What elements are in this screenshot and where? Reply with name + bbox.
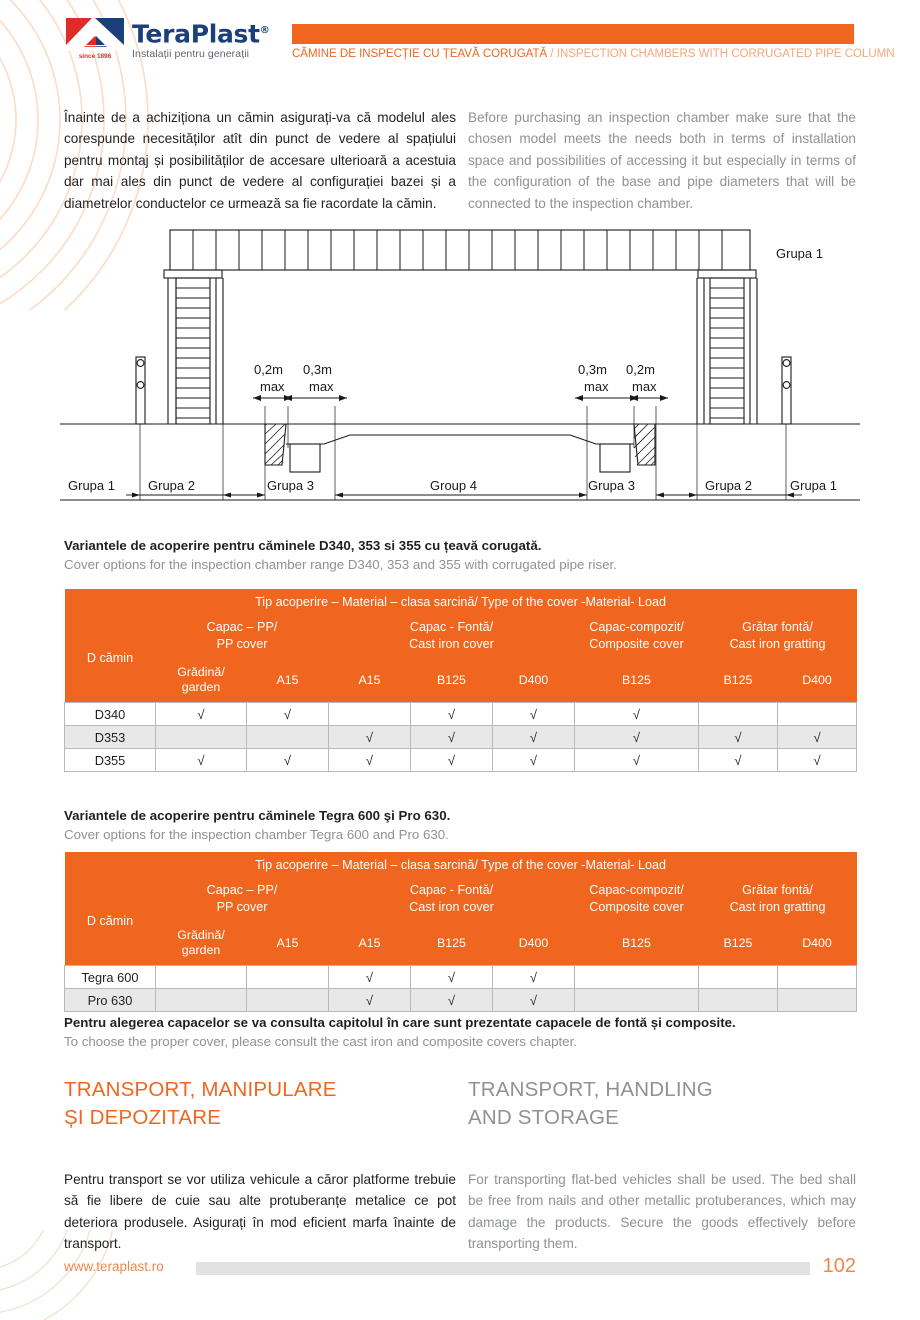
table2-cell xyxy=(411,989,493,1012)
check-icon: √ xyxy=(734,752,742,768)
table1-caption-ro: Variantele de acoperire pentru căminele D340, 353 si 355 cu țeavă corugată. xyxy=(64,538,542,553)
section-heading-en-line1: TRANSPORT, HANDLING xyxy=(468,1078,713,1101)
check-icon: √ xyxy=(813,752,821,768)
table1-header-top xyxy=(65,589,857,614)
table2-cell xyxy=(329,989,411,1012)
diagram-label-grupa1-right: Grupa 1 xyxy=(776,246,823,261)
check-icon: √ xyxy=(632,706,641,722)
table2-cell xyxy=(493,966,575,989)
table2-subheader-5: B125 xyxy=(575,922,699,966)
table1-row-header-label: D cămin xyxy=(65,614,156,703)
table1-caption xyxy=(64,536,864,574)
check-icon: √ xyxy=(632,729,641,745)
table2-subheader-0 xyxy=(156,922,247,966)
diagram-dim-left-1-sub: max xyxy=(260,379,285,394)
section-subtitle-sep: / xyxy=(547,48,557,60)
table2-header-top xyxy=(65,852,857,877)
check-icon: √ xyxy=(447,729,456,745)
table1-subheader-5: B125 xyxy=(575,659,699,703)
table2-top-header: Tip acoperire – Material – clasa sarcină/ Type of the cover -Material- Load xyxy=(65,852,857,877)
table1-group-cast-iron-cover xyxy=(329,614,575,659)
table1-group-pp-cover-ro: Capac – PP/ xyxy=(206,620,278,634)
table2-table-row xyxy=(65,989,857,1012)
diagram-zone-label-6: Grupa 2 xyxy=(705,478,752,493)
table1-subheader-0 xyxy=(156,659,247,703)
check-icon: √ xyxy=(632,752,641,768)
check-icon: √ xyxy=(529,969,538,985)
cover-options-table-tegra xyxy=(64,852,857,1012)
transport-paragraph-en: For transporting flat-bed vehicles shall be used. The bed shall be free from nails and other metallic protuberances, which may damage the products. Secure the goods effectively before transporting them. xyxy=(468,1171,856,1252)
intro-paragraph-en: Before purchasing an inspection chamber make sure that the chosen model meets the needs both in terms of installation space and possibilities of accessing it but especially in terms of the configuration of the base and pipe diameters that will be connected to the inspection chamber. xyxy=(468,109,856,211)
table1-body xyxy=(65,703,857,772)
section-heading-en xyxy=(468,1076,858,1132)
table1-cell xyxy=(411,703,493,726)
diagram-dim-right-1: 0,3m xyxy=(578,362,607,377)
teraplast-logo xyxy=(66,18,270,62)
cover-selection-note xyxy=(64,1013,864,1051)
table2-cell xyxy=(699,989,778,1012)
check-icon: √ xyxy=(734,729,742,745)
table2-subheader-7: D400 xyxy=(778,922,857,966)
table2-group-cast-iron-gratting-ro: Grătar fontă/ xyxy=(742,883,813,897)
table1-subheader-1: A15 xyxy=(247,659,329,703)
logo-wordmark xyxy=(132,18,269,60)
section-banner-title: INFRASTRUCTURĂ - UTILITĂȚI / INFRASTRUCTURE - UTILITIES xyxy=(521,2,912,16)
table2-group-composite-cover-en: Composite cover xyxy=(589,900,684,914)
table1-row-label: D340 xyxy=(65,703,156,726)
diagram-dim-right-2-sub: max xyxy=(632,379,657,394)
table1-group-composite-cover-en: Composite cover xyxy=(589,637,684,651)
table1-subheader-0-l1: Grădină/ xyxy=(177,665,225,679)
footer-page-number: 102 xyxy=(822,1255,856,1277)
table2-row-label: Pro 630 xyxy=(65,989,156,1012)
table2-header-groups xyxy=(65,877,857,922)
table1-row-label: D355 xyxy=(65,749,156,772)
logo-mark-icon xyxy=(66,18,124,60)
table1-cell xyxy=(156,726,247,749)
table1-cell xyxy=(156,703,247,726)
section-heading-en-line2: AND STORAGE xyxy=(468,1106,620,1129)
table2-caption-ro: Variantele de acoperire pentru căminele Tegra 600 şi Pro 630. xyxy=(64,808,451,823)
table1-cell xyxy=(493,703,575,726)
check-icon: √ xyxy=(283,706,292,722)
table2-group-pp-cover-en: PP cover xyxy=(216,900,268,914)
table2-row-label: Tegra 600 xyxy=(65,966,156,989)
cover-options-table-d340 xyxy=(64,589,857,772)
check-icon: √ xyxy=(197,752,205,768)
diagram-zone-label-2: Grupa 2 xyxy=(148,478,195,493)
diagram-zone-label-7: Grupa 1 xyxy=(790,478,837,493)
diagram-dim-left-2: 0,3m xyxy=(303,362,332,377)
table1-table-row xyxy=(65,726,857,749)
table2-group-cast-iron-gratting xyxy=(699,877,857,922)
table2-subheader-2: A15 xyxy=(329,922,411,966)
table2-header-sub xyxy=(65,922,857,966)
table1-cell xyxy=(411,749,493,772)
table1-cell xyxy=(699,703,778,726)
table2-caption xyxy=(64,806,864,844)
table2-subheader-3: B125 xyxy=(411,922,493,966)
table2-group-pp-cover-ro: Capac – PP/ xyxy=(206,883,278,897)
table2-row-header-label: D cămin xyxy=(65,877,156,966)
table1-cell xyxy=(247,703,329,726)
check-icon: √ xyxy=(813,729,821,745)
table1-top-header: Tip acoperire – Material – clasa sarcină/ Type of the cover -Material- Load xyxy=(65,589,857,614)
check-icon: √ xyxy=(529,992,538,1008)
table2-cell xyxy=(699,966,778,989)
registered-mark: ® xyxy=(259,25,270,36)
section-subtitle-ro: CĂMINE DE INSPECȚIE CU ȚEAVĂ CORUGATĂ xyxy=(292,48,548,60)
table2-subheader-1: A15 xyxy=(247,922,329,966)
brand-tagline: Instalații pentru generații xyxy=(132,48,250,61)
footer-website-link[interactable]: www.teraplast.ro xyxy=(64,1259,164,1274)
cover-selection-note-en: To choose the proper cover, please consult the cast iron and composite covers chapter. xyxy=(64,1034,577,1049)
diagram-zone-label-3: Grupa 3 xyxy=(267,478,314,493)
diagram-dim-right-2: 0,2m xyxy=(626,362,655,377)
table1-group-pp-cover-en: PP cover xyxy=(216,637,268,651)
table2-group-composite-cover xyxy=(575,877,699,922)
table2-group-cast-iron-cover xyxy=(329,877,575,922)
table2-cell xyxy=(247,989,329,1012)
diagram-zone-label-5: Grupa 3 xyxy=(588,478,635,493)
table1-cell xyxy=(493,726,575,749)
check-icon: √ xyxy=(447,969,456,985)
table1-subheader-4: D400 xyxy=(493,659,575,703)
table1-cell xyxy=(575,703,699,726)
table1-cell xyxy=(575,749,699,772)
table1-group-cast-iron-gratting-en: Cast iron gratting xyxy=(729,637,826,651)
table2-cell xyxy=(778,989,857,1012)
table1-cell xyxy=(329,749,411,772)
check-icon: √ xyxy=(447,992,456,1008)
table1-cell xyxy=(575,726,699,749)
table2-subheader-6: B125 xyxy=(699,922,778,966)
table1-header-sub xyxy=(65,659,857,703)
check-icon: √ xyxy=(283,752,292,768)
section-subtitle-en: INSPECTION CHAMBERS WITH CORRUGATED PIPE COLUMN xyxy=(556,48,895,60)
table1-cell xyxy=(493,749,575,772)
intro-paragraph-ro: Înainte de a achiziționa un cămin asigurați-va că modelul ales corespunde necesităților atît din punct de vedere al spațiului pentru montaj și posibilităților de accesare ulterioară a acestuia dar mai ales din punct de vedere al configurației bazei și a diametrelor conductelor ce urmează sa fie racordate la cămin. xyxy=(64,109,456,211)
table2-group-cast-iron-cover-ro: Capac - Fontă/ xyxy=(409,883,494,897)
table1-group-cast-iron-gratting xyxy=(699,614,857,659)
table1-cell xyxy=(329,726,411,749)
table2-group-cast-iron-gratting-en: Cast iron gratting xyxy=(729,900,826,914)
section-heading-ro-line1: TRANSPORT, MANIPULARE xyxy=(64,1078,337,1101)
table1-subheader-2: A15 xyxy=(329,659,411,703)
table1-group-pp-cover xyxy=(156,614,329,659)
table1-group-cast-iron-gratting-ro: Grătar fontă/ xyxy=(742,620,813,634)
table2-subheader-0-l1: Grădină/ xyxy=(177,928,225,942)
diagram-dim-right-1-sub: max xyxy=(584,379,609,394)
check-icon: √ xyxy=(365,969,374,985)
table1-cell xyxy=(778,726,857,749)
table2-cell xyxy=(575,989,699,1012)
section-banner xyxy=(292,24,854,44)
diagram-dim-left-2-sub: max xyxy=(309,379,334,394)
check-icon: √ xyxy=(529,706,538,722)
check-icon: √ xyxy=(529,729,538,745)
diagram-zone-label-4: Group 4 xyxy=(430,478,477,493)
footer-rule xyxy=(196,1262,810,1275)
table1-group-cast-iron-cover-ro: Capac - Fontă/ xyxy=(409,620,494,634)
table1-cell xyxy=(156,749,247,772)
diagram-zone-label-1: Grupa 1 xyxy=(68,478,115,493)
section-subtitle xyxy=(292,48,895,60)
table1-subheader-7: D400 xyxy=(778,659,857,703)
section-heading-ro-line2: ȘI DEPOZITARE xyxy=(64,1106,222,1129)
table2-cell xyxy=(778,966,857,989)
table1-table-row xyxy=(65,749,857,772)
table2-cell xyxy=(493,989,575,1012)
table1-caption-en: Cover options for the inspection chamber range D340, 353 and 355 with corrugated pipe riser. xyxy=(64,557,617,572)
table1-subheader-3: B125 xyxy=(411,659,493,703)
table2-body xyxy=(65,966,857,1012)
table1-header-groups xyxy=(65,614,857,659)
check-icon: √ xyxy=(529,752,538,768)
check-icon: √ xyxy=(447,752,456,768)
table1-subheader-0-l2: garden xyxy=(181,680,221,694)
brand-name: TeraPlast® xyxy=(132,19,270,49)
table1-subheader-6: B125 xyxy=(699,659,778,703)
table1-group-composite-cover xyxy=(575,614,699,659)
table2-cell xyxy=(329,966,411,989)
table1-cell xyxy=(699,749,778,772)
installation-zones-diagram xyxy=(60,222,860,512)
check-icon: √ xyxy=(365,752,374,768)
logo-since-text: since 1896 xyxy=(78,53,112,60)
table1-cell xyxy=(411,726,493,749)
table1-cell xyxy=(699,726,778,749)
table1-cell xyxy=(247,726,329,749)
table2-cell xyxy=(411,966,493,989)
table1-group-cast-iron-cover-en: Cast iron cover xyxy=(409,637,494,651)
section-heading-ro xyxy=(64,1076,454,1132)
table1-cell xyxy=(778,749,857,772)
table2-cell xyxy=(156,989,247,1012)
table2-subheader-0-l2: garden xyxy=(181,943,221,957)
table1-table-row xyxy=(65,703,857,726)
table2-group-cast-iron-cover-en: Cast iron cover xyxy=(409,900,494,914)
table2-group-composite-cover-ro: Capac-compozit/ xyxy=(589,883,684,897)
table2-cell xyxy=(156,966,247,989)
cover-selection-note-ro: Pentru alegerea capacelor se va consulta capitolul în care sunt prezentate capacele de fontă și composite. xyxy=(64,1015,736,1030)
table2-cell xyxy=(575,966,699,989)
table1-cell xyxy=(247,749,329,772)
table2-caption-en: Cover options for the inspection chamber Tegra 600 and Pro 630. xyxy=(64,827,449,842)
table2-table-row xyxy=(65,966,857,989)
check-icon: √ xyxy=(447,706,456,722)
table1-group-composite-cover-ro: Capac-compozit/ xyxy=(589,620,684,634)
page-header xyxy=(0,0,920,78)
diagram-dim-left-1: 0,2m xyxy=(254,362,283,377)
table2-cell xyxy=(247,966,329,989)
transport-paragraph-ro: Pentru transport se vor utiliza vehicule a căror platforme trebuie să fie libere de cuie sau alte protuberanțe metalice ce pot deteriora produsele. Asigurați în mod eficient marfa înainte de transport. xyxy=(64,1171,456,1252)
table1-row-label: D353 xyxy=(65,726,156,749)
check-icon: √ xyxy=(197,706,205,722)
table2-group-pp-cover xyxy=(156,877,329,922)
table2-subheader-4: D400 xyxy=(493,922,575,966)
check-icon: √ xyxy=(365,729,374,745)
check-icon: √ xyxy=(365,992,374,1008)
table1-cell xyxy=(778,703,857,726)
table1-cell xyxy=(329,703,411,726)
